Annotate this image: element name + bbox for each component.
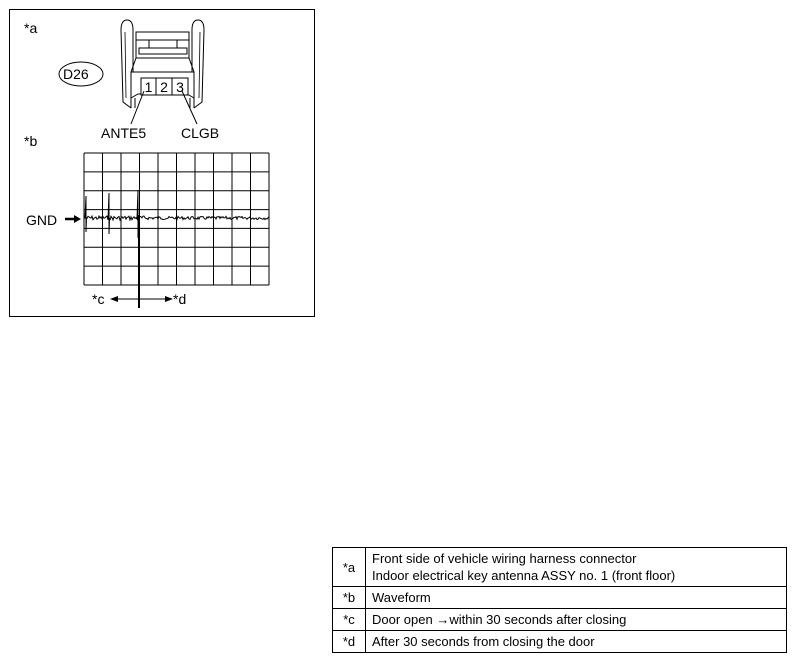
- callout-a-label: *a: [24, 20, 38, 36]
- pin-label-ante5: ANTE5: [101, 125, 147, 141]
- legend-description-line: Door open →within 30 seconds after closing: [372, 612, 627, 627]
- legend-key: *c: [333, 609, 366, 631]
- legend-description: [366, 631, 787, 653]
- legend-key: *b: [333, 587, 366, 609]
- waveform-grid: [10, 10, 316, 318]
- legend-description: [366, 609, 787, 631]
- gnd-arrow-icon: [65, 215, 81, 223]
- pin-1-label: 1: [144, 79, 153, 95]
- legend-description: [366, 587, 787, 609]
- legend-key: *d: [333, 631, 366, 653]
- time-arrow-icon: [110, 296, 173, 302]
- legend-description: [366, 548, 787, 587]
- legend-row: [333, 631, 787, 653]
- legend-description-line: Waveform: [372, 590, 431, 605]
- callout-c-label: *c: [92, 291, 105, 307]
- legend-table: [332, 547, 787, 653]
- legend-row: [333, 587, 787, 609]
- callout-d-label: *d: [173, 291, 187, 307]
- legend-row: [333, 548, 787, 587]
- connector-id-label: D26: [63, 66, 89, 82]
- legend-description-line: Front side of vehicle wiring harness connector: [372, 551, 637, 566]
- legend-description-line: Indoor electrical key antenna ASSY no. 1 (front floor): [372, 568, 676, 583]
- legend-key: *a: [333, 548, 366, 587]
- pin-3-label: 3: [176, 79, 184, 95]
- pin-label-clgb: CLGB: [181, 125, 220, 141]
- pin-2-label: 2: [160, 79, 168, 95]
- legend-description-line: After 30 seconds from closing the door: [372, 634, 595, 649]
- illustration-frame: [9, 9, 315, 317]
- gnd-label: GND: [26, 212, 58, 228]
- legend-row: [333, 609, 787, 631]
- callout-b-label: *b: [24, 133, 38, 149]
